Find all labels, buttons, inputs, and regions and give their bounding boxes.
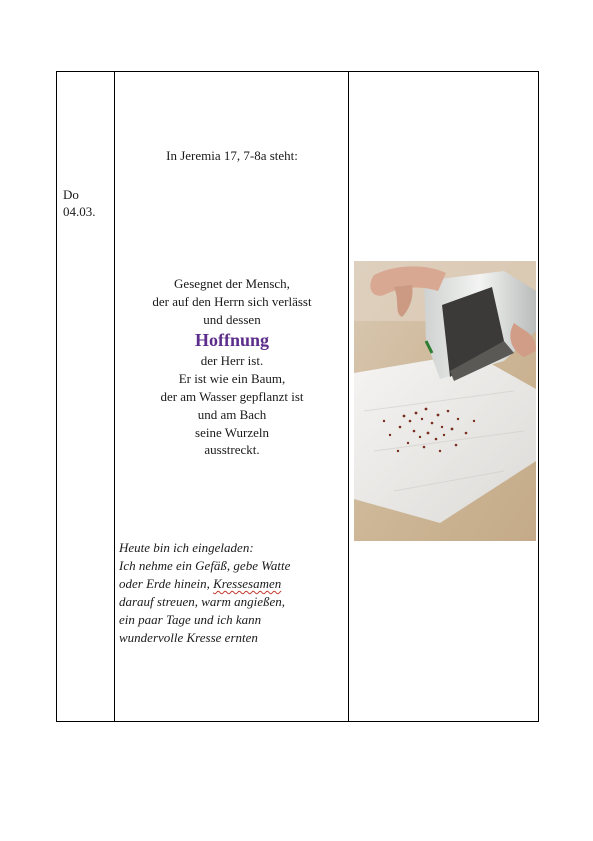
invitation-line: Heute bin ich eingeladen: [119, 540, 254, 555]
invitation-line: Ich nehme ein Gefäß, gebe Watte [119, 558, 291, 573]
invitation-line: darauf streuen, warm angießen, [119, 594, 285, 609]
verse-line: der am Wasser gepflanzt ist [160, 388, 304, 404]
date-cell [63, 186, 96, 220]
verse-line: Er ist wie ein Baum, [178, 371, 286, 387]
verse-highlight-word: Hoffnung [194, 330, 270, 351]
weekday-label: Do [63, 187, 79, 202]
verse-line: und am Bach [197, 406, 267, 422]
cress-seeds-photo [354, 261, 536, 541]
invitation-line: wundervolle Kresse ernten [119, 630, 258, 645]
bible-verse [115, 275, 349, 459]
verse-line: ausstreckt. [204, 442, 260, 458]
invitation-text [119, 539, 347, 647]
invitation-line-part: oder Erde hinein, [119, 576, 210, 591]
date-label: 04.03. [63, 204, 96, 219]
invitation-line [119, 575, 347, 593]
verse-line: Gesegnet der Mensch, [174, 276, 290, 291]
spellcheck-word: Kressesamen [213, 576, 282, 591]
verse-line: der auf den Herrn sich verlässt [152, 293, 312, 309]
bible-reference: In Jeremia 17, 7-8a steht: [166, 148, 298, 163]
seed-packet-image [354, 261, 536, 541]
verse-line: der Herr ist. [200, 353, 264, 369]
verse-line: seine Wurzeln [195, 424, 269, 440]
invitation-line: ein paar Tage und ich kann [119, 612, 262, 627]
schedule-table [56, 71, 539, 722]
verse-line: und dessen [203, 311, 261, 327]
